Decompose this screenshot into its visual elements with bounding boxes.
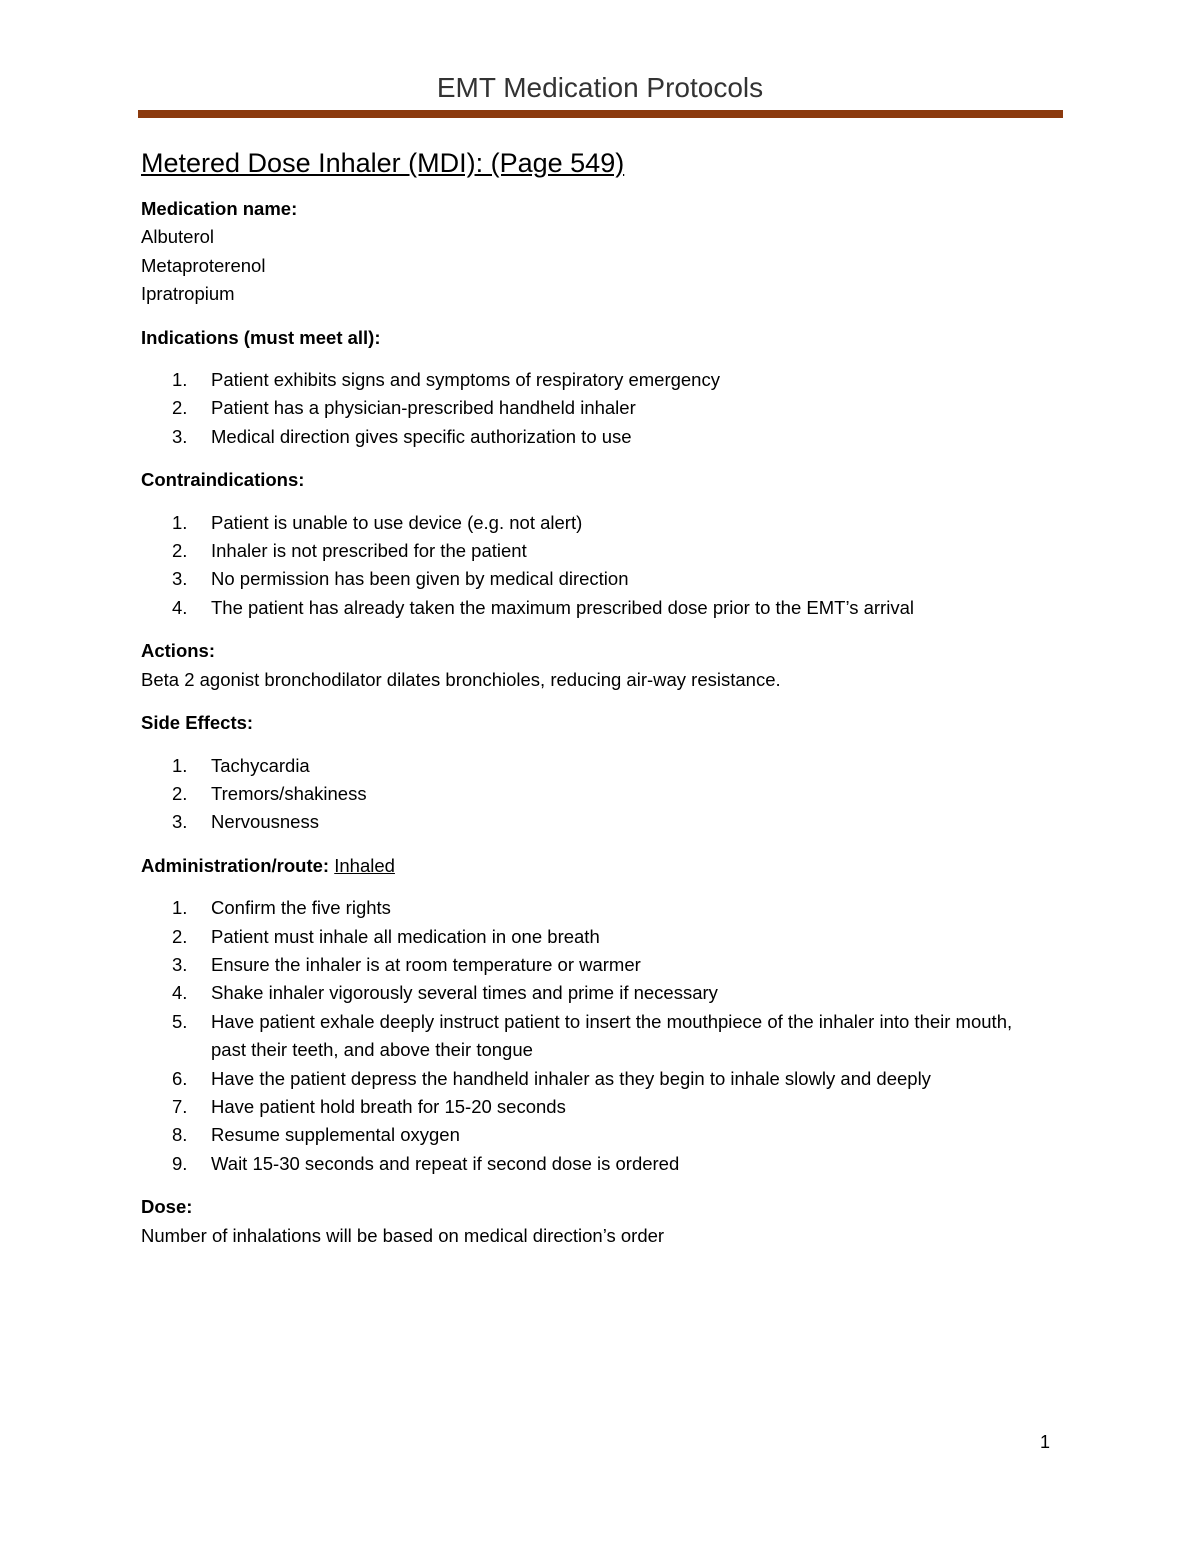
side-effects-section — [141, 709, 1041, 837]
list-item: 2. Inhaler is not prescribed for the patient — [172, 540, 527, 562]
side-effects-list — [141, 752, 1041, 837]
list-item: 2. Patient has a physician-prescribed handheld inhaler — [172, 397, 636, 419]
document-title: Metered Dose Inhaler (MDI): (Page 549) — [141, 148, 625, 178]
list-item: 3. Medical direction gives specific authorization to use — [172, 425, 632, 447]
page-number: 1 — [1040, 1432, 1051, 1452]
medication-name-label: Medication name: — [141, 198, 298, 219]
header-rule — [138, 110, 1063, 118]
list-item: 3. No permission has been given by medical direction — [172, 568, 629, 590]
contraindications-label: Contraindications: — [141, 469, 305, 491]
actions-section — [141, 637, 1041, 694]
dose-section — [141, 1193, 1041, 1250]
list-item: 4. Shake inhaler vigorously several times and prime if necessary — [172, 982, 718, 1004]
list-item: 1. Tachycardia — [172, 754, 310, 776]
document-body — [141, 145, 1041, 1265]
side-effects-label: Side Effects: — [141, 712, 254, 734]
list-item: 2. Patient must inhale all medication in one breath — [172, 925, 600, 947]
indications-list — [141, 366, 1041, 451]
list-item: 3. Ensure the inhaler is at room temperature or warmer — [172, 953, 641, 975]
list-item: 4. The patient has already taken the maximum prescribed dose prior to the EMT’s arrival — [172, 596, 914, 618]
actions-label: Actions: — [141, 640, 215, 662]
list-item: 8. Resume supplemental oxygen — [172, 1124, 460, 1146]
medication-name-item: Albuterol — [141, 226, 215, 248]
dose-text: Number of inhalations will be based on medical direction’s order — [141, 1224, 665, 1246]
administration-route: Inhaled — [334, 854, 395, 876]
medication-name-section — [141, 195, 1041, 309]
administration-label: Administration/route: — [141, 854, 330, 876]
list-item: 7. Have patient hold breath for 15-20 seconds — [172, 1095, 566, 1117]
actions-text: Beta 2 agonist bronchodilator dilates bronchioles, reducing air-way resistance. — [141, 668, 781, 690]
medication-name-item: Metaproterenol — [141, 254, 266, 276]
list-item: 2. Tremors/shakiness — [172, 782, 367, 804]
medication-name-item: Ipratropium — [141, 283, 235, 305]
contraindications-list — [141, 509, 1041, 623]
list-item: 3. Nervousness — [172, 811, 319, 833]
indications-section — [141, 324, 1041, 452]
list-item: 9. Wait 15-30 seconds and repeat if second dose is ordered — [172, 1152, 680, 1174]
contraindications-section — [141, 466, 1041, 622]
list-item: 6. Have the patient depress the handheld inhaler as they begin to inhale slowly and deeply — [172, 1067, 931, 1089]
indications-label: Indications (must meet all): — [141, 326, 381, 348]
list-item: 1. Patient exhibits signs and symptoms of respiratory emergency — [172, 369, 720, 391]
header-title: EMT Medication Protocols — [436, 72, 764, 103]
list-item: 5. Have patient exhale deeply instruct patient to insert the mouthpiece of the inhaler into their mouth, past their teeth, and above their tongue — [172, 1010, 1013, 1061]
administration-list — [141, 894, 1041, 1178]
dose-label: Dose: — [141, 1196, 193, 1218]
administration-section — [141, 852, 1041, 1178]
list-item: 1. Confirm the five rights — [172, 897, 391, 919]
list-item: 1. Patient is unable to use device (e.g. not alert) — [172, 511, 583, 533]
